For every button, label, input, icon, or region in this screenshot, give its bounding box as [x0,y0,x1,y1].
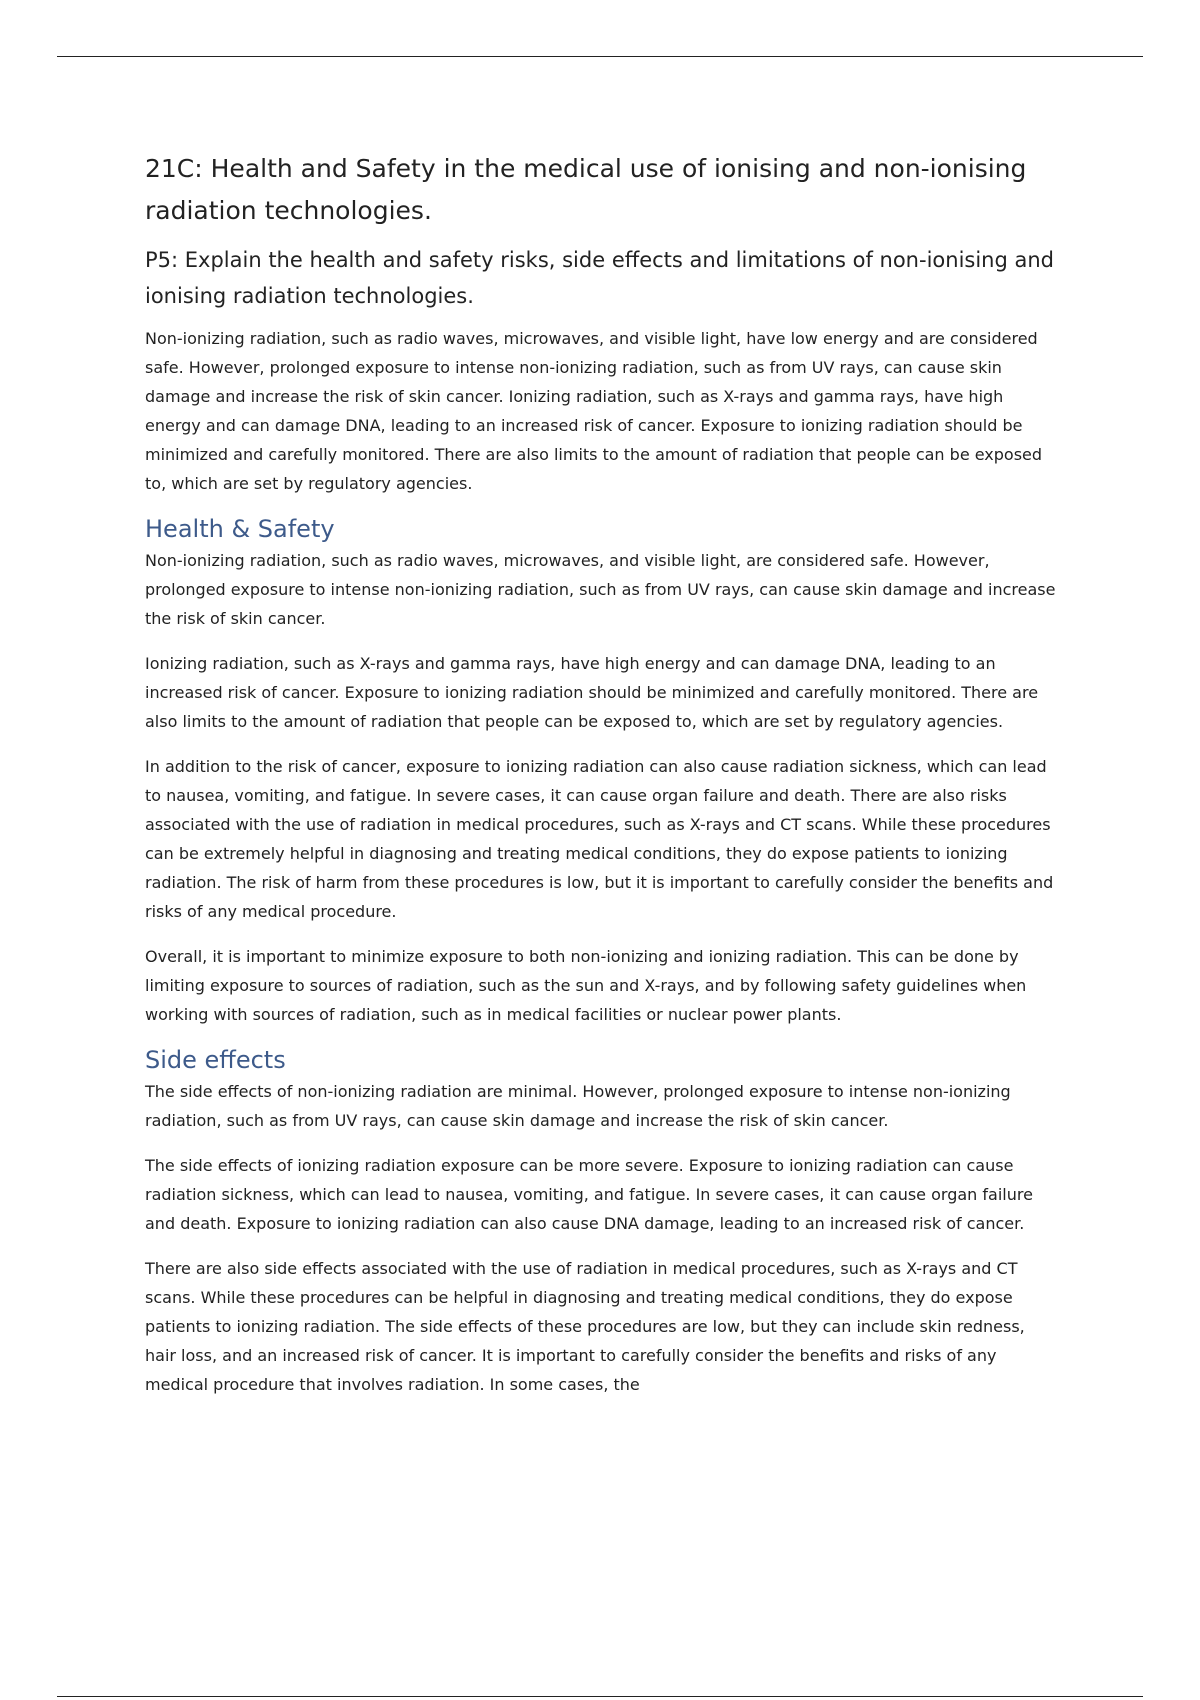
intro-paragraph: Non-ionizing radiation, such as radio waves, microwaves, and visible light, have low energy and are considered safe. However, prolonged exposure to intense non-ionizing radiation, such as from UV rays, can cause skin damage and increase the risk of skin cancer. Ionizing radiation, such as X-rays and gamma rays, have high energy and can damage DNA, leading to an increased risk of cancer. Exposure to ionizing radiation should be minimized and carefully monitored. There are also limits to the amount of radiation that people can be exposed to, which are set by regulatory agencies. [145,329,1043,493]
section-heading-health-safety: Health & Safety [145,515,335,543]
health-safety-paragraph: Ionizing radiation, such as X-rays and gamma rays, have high energy and can damage DNA, leading to an increased risk of cancer. Exposure to ionizing radiation should be minimized and carefully monitored. There are also limits to the amount of radiation that people can be exposed to, which are set by regulatory agencies. [145,654,1039,731]
section-heading-side-effects: Side effects [145,1046,286,1074]
top-rule [57,56,1143,57]
side-effects-paragraph: The side effects of non-ionizing radiation are minimal. However, prolonged exposure to intense non-ionizing radiation, such as from UV rays, can cause skin damage and increase the risk of skin cancer. [145,1082,1011,1130]
side-effects-paragraph: The side effects of ionizing radiation exposure can be more severe. Exposure to ionizing radiation can cause radiation sickness, which can lead to nausea, vomiting, and fatigue. In severe cases, it can cause organ failure and death. Exposure to ionizing radiation can also cause DNA damage, leading to an increased risk of cancer. [145,1156,1033,1233]
health-safety-paragraph: Non-ionizing radiation, such as radio waves, microwaves, and visible light, are considered safe. However, prolonged exposure to intense non-ionizing radiation, such as from UV rays, can cause skin damage and increase the risk of skin cancer. [145,551,1056,628]
document-subtitle: P5: Explain the health and safety risks, side effects and limitations of non-ionising and ionising radiation technologies. [145,248,1054,308]
side-effects-paragraph: There are also side effects associated with the use of radiation in medical procedures, such as X-rays and CT scans. While these procedures can be helpful in diagnosing and treating medical conditions, they do expose patients to ionizing radiation. The side effects of these procedures are low, but they can include skin redness, hair loss, and an increased risk of cancer. It is important to carefully consider the benefits and risks of any medical procedure that involves radiation. In some cases, the [145,1259,1025,1394]
health-safety-paragraph: In addition to the risk of cancer, exposure to ionizing radiation can also cause radiation sickness, which can lead to nausea, vomiting, and fatigue. In severe cases, it can cause organ failure and death. There are also risks associated with the use of radiation in medical procedures, such as X-rays and CT scans. While these procedures can be extremely helpful in diagnosing and treating medical conditions, they do expose patients to ionizing radiation. The risk of harm from these procedures is low, but it is important to carefully consider the benefits and risks of any medical procedure. [145,757,1054,921]
document-title: 21C: Health and Safety in the medical use of ionising and non-ionising radiation technologies. [145,154,1027,225]
bottom-rule [57,1696,1143,1697]
document-body [145,148,1060,1415]
health-safety-paragraph: Overall, it is important to minimize exposure to both non-ionizing and ionizing radiation. This can be done by limiting exposure to sources of radiation, such as the sun and X-rays, and by following safety guidelines when working with sources of radiation, such as in medical facilities or nuclear power plants. [145,947,1027,1024]
